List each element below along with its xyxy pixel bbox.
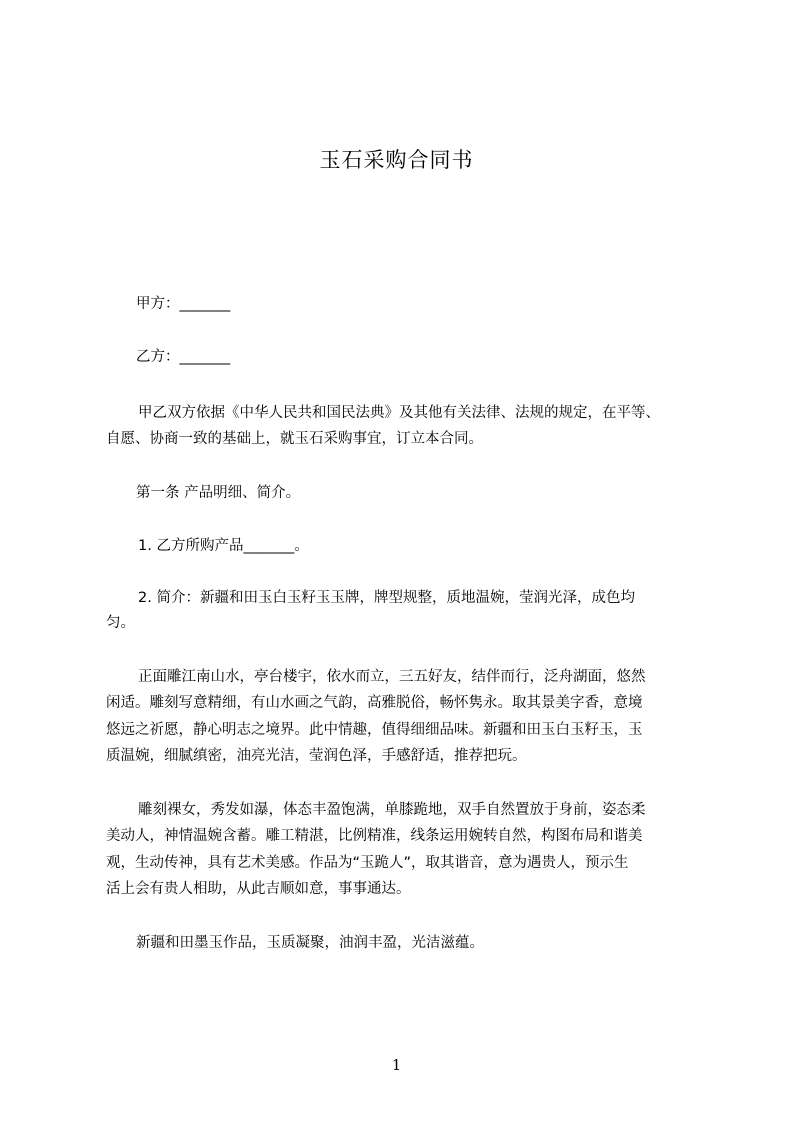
document-title: 玉石采购合同书 xyxy=(319,148,474,172)
party-b-line: 乙方：_______ xyxy=(136,349,231,365)
description-1-line: 闲适。雕刻写意精细，有山水画之气韵，高雅脱俗，畅怀隽永。取其景美字香，意境 xyxy=(106,695,643,711)
item-2-line-1: 2. 简介：新疆和田玉白玉籽玉玉牌，牌型规整，质地温婉，莹润光泽，成色均 xyxy=(138,590,635,606)
description-2-line: 美动人，神情温婉含蓄。雕工精湛，比例精准，线条运用婉转自然，构图布局和谐美 xyxy=(106,828,643,844)
intro-paragraph-line-2: 自愿、协商一致的基础上，就玉石采购事宜，订立本合同。 xyxy=(106,431,483,447)
description-1-line: 质温婉，细腻缜密，油亮光洁，莹润色泽，手感舒适，推荐把玩。 xyxy=(106,748,527,764)
item-1-line: 1. 乙方所购产品_______。 xyxy=(138,538,309,554)
description-3-line: 新疆和田墨玉作品，玉质凝聚，油润丰盈，光洁滋蕴。 xyxy=(136,935,484,951)
item-2-line-2: 匀。 xyxy=(106,615,135,631)
intro-paragraph-line-1: 甲乙双方依据《中华人民共和国民法典》及其他有关法律、法规的规定，在平等、 xyxy=(138,405,660,421)
description-1-line: 正面雕江南山水，亭台楼宇，依水而立，三五好友，结伴而行，泛舟湖面，悠然 xyxy=(138,669,646,685)
page-number: 1 xyxy=(391,1056,402,1074)
description-2-line: 观，生动传神，具有艺术美感。作品为“玉跪人”，取其谐音，意为遇贵人，预示生 xyxy=(106,855,629,871)
party-a-line: 甲方：_______ xyxy=(136,296,231,312)
article-1-heading: 第一条 产品明细、简介。 xyxy=(136,485,301,501)
description-1-line: 悠远之祈愿，静心明志之境界。此中情趣，值得细细品味。新疆和田玉白玉籽玉，玉 xyxy=(106,722,643,738)
description-2-line: 活上会有贵人相助，从此吉顺如意，事事通达。 xyxy=(106,881,411,897)
description-2-line: 雕刻裸女，秀发如瀑，体态丰盈饱满，单膝跪地，双手自然置放于身前，姿态柔 xyxy=(138,802,646,818)
